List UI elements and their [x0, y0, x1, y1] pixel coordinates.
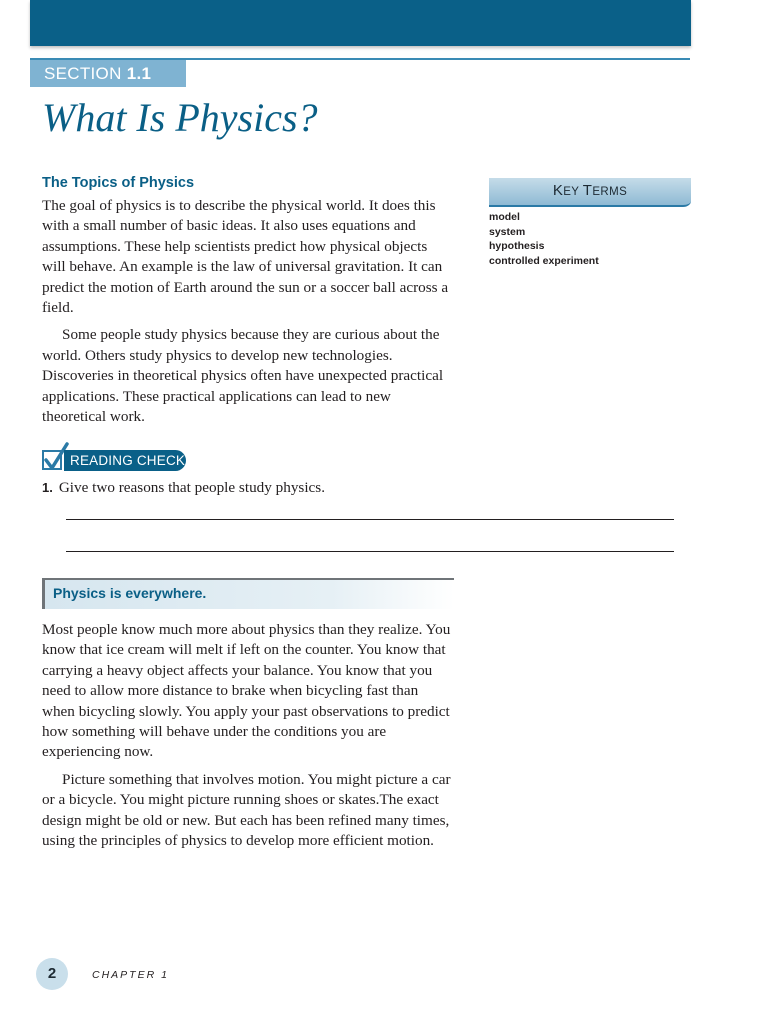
- reading-check-badge: [42, 446, 192, 474]
- key-term-item: controlled experiment: [489, 255, 599, 268]
- question-number: 1.: [42, 480, 53, 495]
- reading-check-question: [42, 478, 325, 498]
- key-term-item: system: [489, 225, 526, 238]
- key-terms-header-t: T: [582, 182, 593, 199]
- top-banner: [30, 0, 691, 46]
- topics-paragraph-1: The goal of physics is to describe the physical world. It does this with a small number of basic ideas. It also uses equations and assumptions. These help scientists predict how physical objects will behave. An example is the law of universal gravitation. It can predict the motion of Earth around the sun or a soccer ball across a field.: [42, 197, 449, 317]
- checkmark-icon: [42, 450, 62, 470]
- reading-check-label: READING CHECK: [64, 450, 186, 471]
- section-word: SECTION: [44, 64, 122, 83]
- everywhere-paragraph-1: Most people know much more about physics than they realize. You know that ice cream will melt if left on the counter. You know that carrying a heavy object affects your balance. You know that you need to allow more distance to brake when bicycling fast than when bicycling slowly. You apply your past observations to predict how something will behave under the conditions you are experiencing now.: [42, 621, 451, 761]
- page-title: What Is Physics?: [42, 95, 318, 140]
- key-term-item: model: [489, 211, 520, 223]
- chapter-label: CHAPTER 1: [92, 969, 169, 981]
- key-terms-header: [489, 178, 691, 207]
- answer-line-1[interactable]: [66, 519, 674, 520]
- callout-box: [42, 578, 454, 609]
- topics-body: [42, 196, 452, 427]
- key-terms-header-ey: EY: [563, 186, 583, 198]
- key-terms-header-erms: ERMS: [592, 186, 628, 198]
- answer-line-2[interactable]: [66, 551, 674, 552]
- page-number: 2: [36, 958, 68, 990]
- topics-heading: The Topics of Physics: [42, 175, 195, 191]
- everywhere-paragraph-2: Picture something that involves motion. You might picture a car or a bicycle. You might picture running shoes or skates.The exact design might be old or new. But each has been refined many times, using the principles of physics to develop more efficient motion.: [42, 770, 451, 850]
- section-number: 1.1: [126, 64, 152, 83]
- key-term-item: hypothesis: [489, 240, 545, 253]
- callout-text: Physics is everywhere.: [53, 585, 207, 601]
- section-label: [30, 60, 186, 87]
- key-terms-box: [489, 178, 691, 269]
- topics-paragraph-2: Some people study physics because they are curious about the world. Others study physics to develop new technologies. Discoveries in theoretical physics often have unexpected practical applications. These practical applications can lead to new theoretical work.: [42, 326, 444, 426]
- key-terms-header-k: K: [552, 182, 564, 199]
- everywhere-body: [42, 620, 452, 851]
- key-terms-list: [489, 210, 691, 269]
- question-text: Give two reasons that people study physics.: [58, 479, 326, 496]
